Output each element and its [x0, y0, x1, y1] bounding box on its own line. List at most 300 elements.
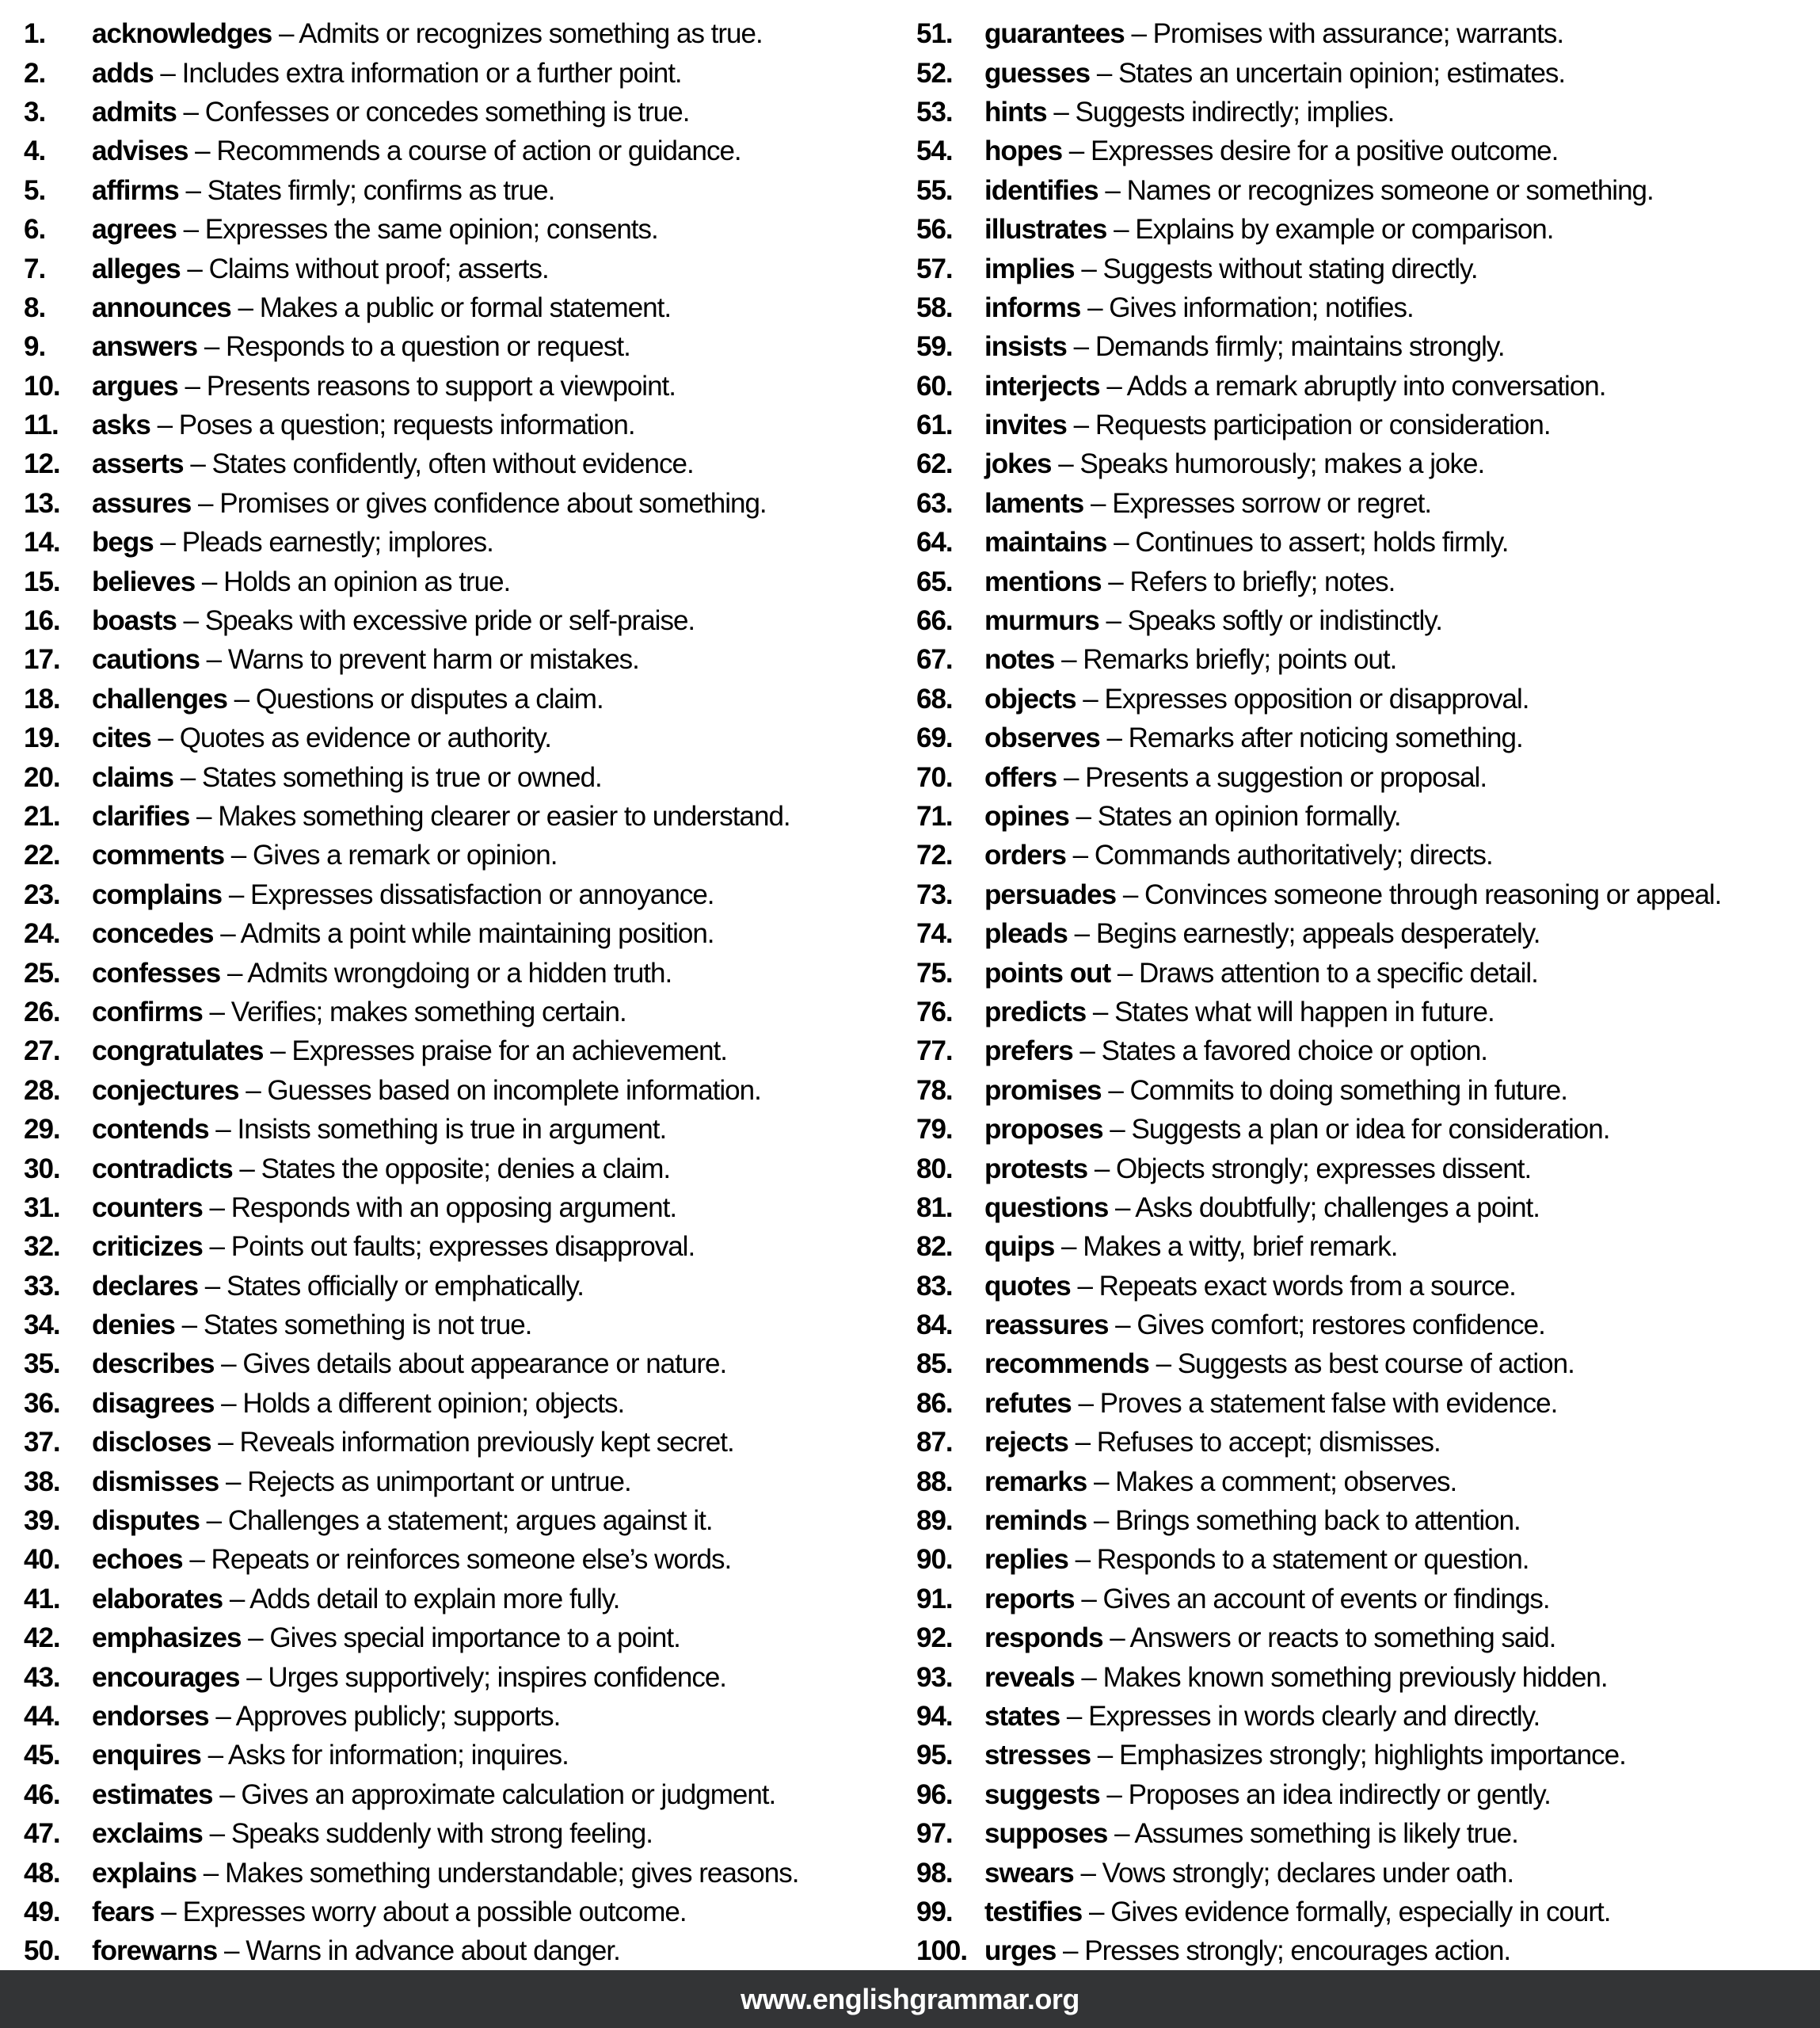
- item-text: [984, 1741, 1626, 1769]
- item-text: [984, 1661, 1608, 1693]
- item-definition: Rejects as unimportant or untrue.: [247, 1466, 631, 1497]
- item-separator: –: [214, 1348, 243, 1380]
- item-text: [984, 528, 1508, 556]
- item-definition: Expresses dissatisfaction or annoyance.: [250, 879, 714, 910]
- item-number: 2.: [24, 57, 46, 89]
- item-definition: Admits a point while maintaining position.: [240, 918, 714, 950]
- item-verb: mentions: [984, 566, 1102, 597]
- list-item: [916, 1344, 1816, 1383]
- item-text: [92, 255, 549, 283]
- item-number: 66.: [916, 605, 953, 637]
- item-text: [92, 1937, 620, 1965]
- item-text: [984, 372, 1606, 400]
- list-item: [24, 1540, 909, 1579]
- item-verb: challenges: [92, 683, 227, 715]
- list-item: [24, 1267, 909, 1306]
- item-number: 63.: [916, 487, 953, 519]
- item-verb: hints: [984, 96, 1047, 128]
- list-item: [24, 1853, 909, 1892]
- list-item: [916, 1306, 1816, 1344]
- item-definition: Repeats exact words from a source.: [1098, 1270, 1516, 1302]
- item-number: 87.: [916, 1427, 953, 1458]
- item-separator: –: [177, 370, 207, 402]
- item-text: [92, 802, 790, 830]
- item-text: [92, 644, 639, 676]
- item-number: 67.: [916, 644, 953, 676]
- item-number: 76.: [916, 996, 953, 1027]
- list-item: [916, 680, 1816, 719]
- item-separator: –: [241, 1622, 270, 1654]
- item-text: [984, 1818, 1518, 1850]
- list-item: [916, 601, 1816, 640]
- item-text: [984, 214, 1554, 246]
- item-text: [984, 568, 1395, 596]
- item-separator: –: [230, 292, 260, 323]
- list-item: [916, 523, 1816, 562]
- item-definition: Expresses in words clearly and directly.: [1088, 1700, 1540, 1732]
- item-definition: Expresses opposition or disapproval.: [1104, 683, 1529, 715]
- item-text: [92, 1818, 653, 1850]
- item-text: [984, 881, 1721, 909]
- item-number: 43.: [24, 1661, 60, 1693]
- item-text: [984, 1074, 1567, 1106]
- item-definition: Proposes an idea indirectly or gently.: [1128, 1778, 1551, 1810]
- list-item: [24, 14, 909, 53]
- item-text: [92, 1074, 761, 1106]
- item-number: 88.: [916, 1466, 953, 1497]
- item-separator: –: [176, 214, 205, 246]
- item-separator: –: [1074, 253, 1103, 284]
- item-separator: –: [1046, 96, 1076, 128]
- item-text: [92, 528, 493, 556]
- item-definition: Speaks softly or indistinctly.: [1127, 605, 1442, 637]
- item-verb: assures: [92, 487, 192, 519]
- item-verb: admits: [92, 96, 177, 128]
- item-separator: –: [239, 1661, 268, 1693]
- item-text: [92, 841, 557, 869]
- item-separator: –: [1054, 1231, 1083, 1263]
- item-definition: Commands authoritatively; directs.: [1094, 840, 1493, 871]
- item-definition: Urges supportively; inspires confidence.: [268, 1661, 727, 1693]
- list-item: [24, 1580, 909, 1618]
- item-separator: –: [217, 1935, 246, 1967]
- item-text: [92, 959, 672, 987]
- list-item: [916, 1736, 1816, 1774]
- item-text: [92, 568, 510, 596]
- item-number: 73.: [916, 879, 953, 910]
- item-verb: describes: [92, 1348, 215, 1380]
- item-text: [984, 1231, 1398, 1263]
- item-text: [984, 20, 1563, 48]
- item-separator: –: [1106, 214, 1136, 246]
- item-verb: promises: [984, 1074, 1102, 1106]
- item-text: [92, 1741, 569, 1769]
- item-separator: –: [198, 1270, 227, 1302]
- item-separator: –: [178, 174, 208, 206]
- item-verb: illustrates: [984, 214, 1107, 246]
- item-text: [92, 214, 658, 246]
- list-item: [24, 1814, 909, 1853]
- item-text: [984, 607, 1442, 635]
- item-text: [92, 1898, 687, 1926]
- list-item: [916, 1110, 1816, 1149]
- item-separator: –: [1072, 1035, 1102, 1067]
- item-text: [984, 1624, 1555, 1652]
- item-number: 79.: [916, 1114, 953, 1146]
- item-text: [92, 1702, 560, 1730]
- list-item: [24, 1697, 909, 1736]
- item-verb: emphasizes: [92, 1622, 242, 1654]
- item-separator: –: [1102, 1622, 1130, 1654]
- item-verb: reveals: [984, 1661, 1075, 1693]
- item-definition: Convinces someone through reasoning or appeal.: [1144, 879, 1722, 910]
- item-number: 78.: [916, 1074, 953, 1106]
- list-item: [24, 1736, 909, 1774]
- item-separator: –: [1148, 1348, 1178, 1380]
- item-definition: States officially or emphatically.: [226, 1270, 584, 1302]
- item-separator: –: [174, 1309, 204, 1341]
- item-definition: Promises or gives confidence about something.: [219, 487, 767, 519]
- item-text: [984, 450, 1484, 478]
- item-separator: –: [212, 1778, 242, 1810]
- item-text: [984, 174, 1654, 206]
- list-item: [24, 1462, 909, 1500]
- item-definition: States the opposite; denies a claim.: [261, 1153, 671, 1184]
- item-separator: –: [1066, 331, 1095, 363]
- item-text: [92, 1505, 713, 1537]
- item-text: [92, 98, 689, 126]
- item-verb: exclaims: [92, 1818, 203, 1850]
- list-item: [24, 93, 909, 132]
- list-item: [916, 1031, 1816, 1070]
- item-separator: –: [1087, 1505, 1116, 1537]
- item-definition: Holds a different opinion; objects.: [242, 1387, 625, 1419]
- item-separator: –: [183, 448, 212, 480]
- item-verb: believes: [92, 566, 196, 597]
- item-verb: discloses: [92, 1427, 211, 1458]
- item-definition: Brings something back to attention.: [1115, 1505, 1521, 1537]
- item-number: 31.: [24, 1191, 60, 1223]
- item-verb: notes: [984, 644, 1055, 676]
- item-separator: –: [1124, 18, 1153, 50]
- item-verb: replies: [984, 1544, 1068, 1576]
- item-separator: –: [196, 1857, 225, 1889]
- item-separator: –: [1090, 57, 1119, 89]
- item-number: 65.: [916, 566, 953, 597]
- item-definition: Continues to assert; holds firmly.: [1135, 527, 1509, 558]
- item-text: [92, 724, 551, 752]
- item-definition: States confidently, often without evidence.: [211, 448, 694, 480]
- item-definition: Poses a question; requests information.: [178, 410, 635, 441]
- item-text: [92, 59, 682, 87]
- item-text: [92, 1661, 727, 1693]
- item-definition: Confesses or concedes something is true.: [204, 96, 690, 128]
- list-item: [24, 601, 909, 640]
- item-text: [92, 881, 714, 909]
- item-verb: urges: [984, 1935, 1057, 1967]
- item-separator: –: [1087, 1153, 1117, 1184]
- item-text: [92, 607, 695, 635]
- list-item: [24, 1227, 909, 1266]
- item-definition: Presents a suggestion or proposal.: [1085, 761, 1487, 793]
- item-definition: Presents reasons to support a viewpoint.: [206, 370, 676, 402]
- item-definition: Suggests indirectly; implies.: [1075, 96, 1395, 128]
- item-definition: Holds an opinion as true.: [223, 566, 511, 597]
- list-item: [24, 836, 909, 875]
- list-item: [24, 953, 909, 992]
- item-verb: answers: [92, 331, 198, 363]
- item-definition: Commits to doing something in future.: [1129, 1074, 1567, 1106]
- item-definition: Responds to a statement or question.: [1096, 1544, 1529, 1576]
- item-definition: Gives special importance to a point.: [269, 1622, 680, 1654]
- item-verb: reports: [984, 1583, 1075, 1614]
- item-number: 24.: [24, 918, 60, 950]
- item-verb: concedes: [92, 918, 214, 950]
- item-separator: –: [173, 761, 202, 793]
- item-verb: disputes: [92, 1505, 200, 1537]
- item-definition: Makes a public or formal statement.: [259, 292, 672, 323]
- item-verb: proposes: [984, 1114, 1103, 1146]
- item-separator: –: [176, 605, 205, 637]
- list-item: [916, 406, 1816, 444]
- item-separator: –: [1106, 527, 1136, 558]
- item-definition: Refers to briefly; notes.: [1129, 566, 1395, 597]
- item-separator: –: [220, 957, 248, 989]
- item-verb: explains: [92, 1857, 197, 1889]
- item-number: 32.: [24, 1231, 60, 1263]
- item-definition: Expresses the same opinion; consents.: [204, 214, 658, 246]
- list-item: [916, 1501, 1816, 1540]
- item-number: 61.: [916, 410, 953, 441]
- item-separator: –: [213, 918, 241, 950]
- item-number: 56.: [916, 214, 953, 246]
- item-verb: adds: [92, 57, 154, 89]
- item-separator: –: [222, 879, 251, 910]
- item-definition: Vows strongly; declares under oath.: [1102, 1857, 1514, 1889]
- item-separator: –: [223, 1583, 250, 1614]
- item-separator: –: [1099, 722, 1129, 754]
- list-item: [24, 680, 909, 719]
- list-item: [916, 210, 1816, 249]
- item-number: 26.: [24, 996, 60, 1027]
- item-verb: confirms: [92, 996, 203, 1027]
- item-number: 20.: [24, 761, 60, 793]
- item-number: 19.: [24, 722, 60, 754]
- item-text: [984, 761, 1487, 793]
- item-definition: Draws attention to a specific detail.: [1139, 957, 1538, 989]
- list-item: [916, 327, 1816, 366]
- item-separator: –: [1057, 761, 1086, 793]
- item-definition: Objects strongly; expresses dissent.: [1116, 1153, 1532, 1184]
- item-definition: Suggests a plan or idea for consideration.: [1131, 1114, 1610, 1146]
- item-verb: prefers: [984, 1035, 1073, 1067]
- item-number: 59.: [916, 331, 953, 363]
- item-definition: Quotes as evidence or authority.: [179, 722, 551, 754]
- item-separator: –: [224, 840, 253, 871]
- item-definition: Promises with assurance; warrants.: [1152, 18, 1564, 50]
- item-definition: Asks doubtfully; challenges a point.: [1135, 1191, 1540, 1223]
- item-definition: Speaks with excessive pride or self-praise.: [204, 605, 695, 637]
- item-definition: Admits wrongdoing or a hidden truth.: [247, 957, 672, 989]
- item-number: 49.: [24, 1896, 60, 1927]
- item-text: [984, 1859, 1513, 1887]
- item-definition: Warns in advance about danger.: [246, 1935, 620, 1967]
- item-verb: asks: [92, 410, 150, 441]
- item-separator: –: [180, 253, 209, 284]
- item-definition: Answers or reacts to something said.: [1129, 1622, 1556, 1654]
- verb-list-column-left: [24, 14, 909, 1971]
- item-number: 57.: [916, 253, 953, 284]
- list-item: [916, 132, 1816, 170]
- list-item: [24, 562, 909, 600]
- list-item: [24, 875, 909, 914]
- item-text: [92, 918, 714, 950]
- item-verb: responds: [984, 1622, 1103, 1654]
- item-text: [984, 1468, 1456, 1496]
- item-text: [984, 331, 1505, 363]
- list-item: [916, 1267, 1816, 1306]
- item-verb: announces: [92, 292, 231, 323]
- item-separator: –: [263, 1035, 292, 1067]
- item-definition: Adds a remark abruptly into conversation.: [1126, 370, 1606, 402]
- item-verb: echoes: [92, 1544, 183, 1576]
- item-number: 54.: [916, 135, 953, 167]
- item-verb: implies: [984, 253, 1075, 284]
- item-text: [92, 1389, 624, 1417]
- item-verb: denies: [92, 1309, 175, 1341]
- item-verb: comments: [92, 840, 225, 871]
- item-verb: stresses: [984, 1740, 1091, 1771]
- item-number: 71.: [916, 801, 953, 832]
- item-number: 37.: [24, 1427, 60, 1458]
- item-number: 16.: [24, 605, 60, 637]
- item-separator: –: [1066, 410, 1095, 441]
- item-number: 21.: [24, 801, 60, 832]
- list-item: [916, 1384, 1816, 1423]
- item-separator: –: [1098, 605, 1128, 637]
- item-text: [92, 685, 603, 713]
- item-separator: –: [202, 1231, 231, 1263]
- list-item: [916, 1423, 1816, 1462]
- item-definition: Pleads earnestly; implores.: [181, 527, 493, 558]
- item-separator: –: [1107, 1818, 1135, 1850]
- item-text: [984, 1428, 1441, 1456]
- list-item: [24, 132, 909, 170]
- item-separator: –: [1083, 487, 1113, 519]
- item-text: [984, 294, 1414, 322]
- list-item: [24, 288, 909, 327]
- item-separator: –: [1080, 292, 1110, 323]
- item-text: [984, 1037, 1487, 1065]
- item-definition: Warns to prevent harm or mistakes.: [227, 644, 639, 676]
- item-number: 15.: [24, 566, 60, 597]
- item-number: 46.: [24, 1778, 60, 1810]
- verb-list-column-right: [916, 14, 1816, 1971]
- item-text: [92, 1859, 798, 1887]
- item-number: 42.: [24, 1622, 60, 1654]
- list-item: [24, 993, 909, 1031]
- item-number: 29.: [24, 1114, 60, 1146]
- item-text: [984, 724, 1523, 752]
- item-definition: States an uncertain opinion; estimates.: [1118, 57, 1566, 89]
- item-separator: –: [200, 1740, 228, 1771]
- item-separator: –: [1086, 996, 1115, 1027]
- item-definition: Speaks humorously; makes a joke.: [1079, 448, 1485, 480]
- item-text: [92, 137, 741, 165]
- item-number: 100.: [916, 1935, 968, 1967]
- list-item: [916, 1227, 1816, 1266]
- item-verb: confesses: [92, 957, 221, 989]
- item-number: 47.: [24, 1818, 60, 1850]
- item-definition: Responds with an opposing argument.: [230, 1191, 677, 1223]
- list-item: [916, 836, 1816, 875]
- item-number: 22.: [24, 840, 60, 871]
- item-verb: congratulates: [92, 1035, 264, 1067]
- item-number: 40.: [24, 1544, 60, 1576]
- item-definition: Guesses based on incomplete information.: [267, 1074, 761, 1106]
- list-item: [24, 523, 909, 562]
- item-definition: States an opinion formally.: [1097, 801, 1401, 832]
- item-separator: –: [1062, 135, 1091, 167]
- list-item: [24, 1931, 909, 1970]
- item-separator: –: [188, 135, 217, 167]
- item-number: 94.: [916, 1700, 953, 1732]
- list-item: [24, 367, 909, 406]
- item-number: 11.: [24, 410, 59, 441]
- item-verb: quips: [984, 1231, 1055, 1263]
- list-item: [24, 719, 909, 757]
- item-text: [92, 1778, 776, 1810]
- item-separator: –: [150, 410, 179, 441]
- item-definition: Explains by example or comparison.: [1135, 214, 1554, 246]
- item-separator: –: [195, 566, 224, 597]
- item-separator: –: [189, 801, 219, 832]
- item-definition: Gives an approximate calculation or judgment.: [241, 1778, 776, 1810]
- item-verb: claims: [92, 761, 173, 793]
- item-verb: insists: [984, 331, 1067, 363]
- list-item: [916, 1540, 1816, 1579]
- item-number: 95.: [916, 1740, 953, 1771]
- item-verb: criticizes: [92, 1231, 203, 1263]
- list-item: [24, 1110, 909, 1149]
- list-item: [916, 562, 1816, 600]
- list-item: [916, 1580, 1816, 1618]
- item-verb: persuades: [984, 879, 1117, 910]
- item-separator: –: [191, 487, 220, 519]
- item-definition: States something is not true.: [203, 1309, 532, 1341]
- item-verb: reassures: [984, 1309, 1109, 1341]
- item-verb: endorses: [92, 1700, 209, 1732]
- item-definition: Begins earnestly; appeals desperately.: [1095, 918, 1540, 950]
- item-text: [92, 487, 767, 519]
- item-separator: –: [154, 1896, 183, 1927]
- item-number: 25.: [24, 957, 60, 989]
- item-verb: offers: [984, 761, 1057, 793]
- item-definition: Gives details about appearance or nature.: [242, 1348, 727, 1380]
- item-verb: begs: [92, 527, 154, 558]
- list-item: [916, 444, 1816, 483]
- item-separator: –: [1060, 1700, 1089, 1732]
- item-number: 28.: [24, 1074, 60, 1106]
- item-separator: –: [153, 527, 182, 558]
- list-item: [916, 1775, 1816, 1814]
- item-separator: –: [1073, 1857, 1102, 1889]
- list-item: [916, 249, 1816, 288]
- item-definition: Makes a witty, brief remark.: [1083, 1231, 1398, 1263]
- item-text: [984, 998, 1494, 1026]
- item-text: [92, 1350, 726, 1378]
- item-text: [984, 685, 1529, 713]
